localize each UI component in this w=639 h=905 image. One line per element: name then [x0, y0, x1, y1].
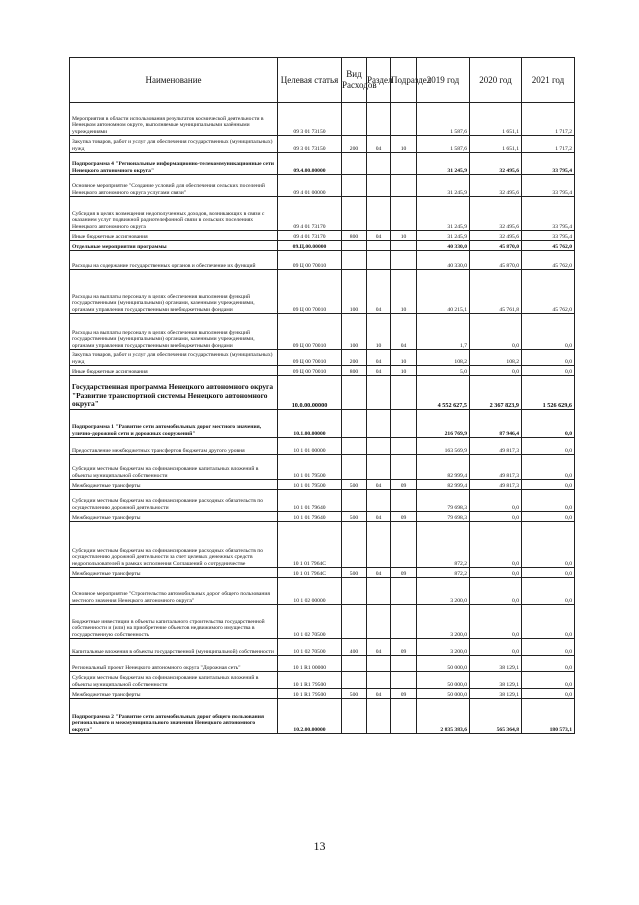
table-row: [70, 689, 575, 699]
cell-year-2019: 50 000,0: [417, 672, 470, 689]
cell-target-article: 10 1 01 00000: [278, 438, 342, 455]
table-row: [70, 512, 575, 522]
cell-year-2019: 82 999,4: [417, 480, 470, 490]
cell-expense-type: [342, 103, 367, 136]
cell-year-2019: 31 245,9: [417, 231, 470, 241]
cell-section: [367, 103, 391, 136]
cell-name: Бюджетные инвестиции в объекты капитального строительства государственной собственности и (или) на приобретение объектов недвижимого имущества в государственную собственность: [70, 605, 278, 639]
cell-year-2020: 565 364,8: [470, 699, 522, 734]
cell-target-article: 10 1 02 70500: [278, 605, 342, 639]
cell-year-2020: 0,0: [470, 605, 522, 639]
cell-expense-type: 100: [342, 270, 367, 314]
cell-target-article: 10 1 01 79500: [278, 455, 342, 480]
cell-target-article: 10 1 R1 00000: [278, 656, 342, 672]
cell-subsection: 10: [391, 350, 417, 366]
cell-subsection: 09: [391, 512, 417, 522]
cell-section: [367, 455, 391, 480]
header-year-2021: 2021 год: [522, 58, 575, 103]
header-target-article: Целевая статья: [278, 58, 342, 103]
cell-subsection: 10: [391, 136, 417, 153]
cell-expense-type: [342, 376, 367, 410]
cell-section: [367, 672, 391, 689]
cell-target-article: 10.1.00.00000: [278, 410, 342, 438]
cell-subsection: [391, 605, 417, 639]
cell-expense-type: [342, 605, 367, 639]
cell-name: Межбюджетные трансферты: [70, 568, 278, 578]
cell-expense-type: [342, 656, 367, 672]
cell-target-article: 09 Ц 00 70010: [278, 251, 342, 270]
cell-year-2020: 38 129,1: [470, 672, 522, 689]
cell-section: 04: [367, 639, 391, 656]
cell-section: 04: [367, 136, 391, 153]
cell-target-article: 09 Ц 00 70010: [278, 350, 342, 366]
cell-expense-type: 800: [342, 366, 367, 376]
table-row: [70, 639, 575, 656]
cell-name: Основное мероприятие "Создание условий для обеспечения сельских поселений Ненецкого автономного округа услугами связи": [70, 175, 278, 197]
table-row: [70, 231, 575, 241]
cell-year-2019: 50 000,0: [417, 656, 470, 672]
cell-year-2019: 31 245,9: [417, 197, 470, 231]
cell-year-2021: 0,0: [522, 350, 575, 366]
cell-year-2020: 1 651,1: [470, 103, 522, 136]
table-row: [70, 376, 575, 410]
cell-expense-type: 500: [342, 480, 367, 490]
budget-table: [69, 57, 575, 734]
header-subsection: Подраздел: [391, 58, 417, 103]
cell-target-article: 09.Ц.00.00000: [278, 241, 342, 251]
table-row: [70, 522, 575, 568]
cell-name: Межбюджетные трансферты: [70, 480, 278, 490]
cell-target-article: 10 1 R1 79500: [278, 689, 342, 699]
cell-name: Расходы на выплаты персоналу в целях обеспечения выполнения функций государственными (муниципальными) органами, казенными учреждениями, органами управления государственными внебюджетными фондами: [70, 270, 278, 314]
cell-expense-type: 200: [342, 136, 367, 153]
cell-year-2021: 0,0: [522, 639, 575, 656]
cell-year-2021: 0,0: [522, 578, 575, 605]
cell-name: Предоставление межбюджетных трансфертов бюджетам другого уровня: [70, 438, 278, 455]
cell-section: [367, 251, 391, 270]
cell-year-2019: 872,2: [417, 568, 470, 578]
cell-year-2021: 33 795,4: [522, 197, 575, 231]
cell-name: Мероприятия в области использования результатов космической деятельности в Ненецком автономном округе, выполняемые муниципальными казёнными учреждениями: [70, 103, 278, 136]
cell-year-2019: 31 245,9: [417, 175, 470, 197]
cell-target-article: 09 Ц 00 70010: [278, 314, 342, 350]
cell-expense-type: 200: [342, 350, 367, 366]
cell-year-2019: 5,0: [417, 366, 470, 376]
cell-year-2021: 45 762,0: [522, 241, 575, 251]
cell-year-2021: 0,0: [522, 490, 575, 512]
cell-section: [367, 175, 391, 197]
table-row: [70, 103, 575, 136]
cell-name: Отдельные мероприятия программы: [70, 241, 278, 251]
header-expense-type: Вид Расходов: [342, 58, 367, 103]
cell-target-article: 10 1 01 79500: [278, 480, 342, 490]
cell-name: Капитальные вложения в объекты государственной (муниципальной) собственности: [70, 639, 278, 656]
cell-expense-type: [342, 455, 367, 480]
cell-year-2021: 1 717,2: [522, 103, 575, 136]
table-row: [70, 251, 575, 270]
table-header-row: [70, 58, 575, 103]
cell-expense-type: [342, 175, 367, 197]
cell-year-2019: 40 330,0: [417, 241, 470, 251]
cell-year-2020: 0,0: [470, 568, 522, 578]
cell-target-article: 09 4 01 73170: [278, 231, 342, 241]
cell-year-2019: 79 698,3: [417, 512, 470, 522]
table-row: [70, 438, 575, 455]
cell-name: Подпрограмма 2 "Развитие сети автомобильных дорог общего пользования регионального и межмуниципального значения Ненецкого автономного округа": [70, 699, 278, 734]
table-row: [70, 578, 575, 605]
cell-section: 04: [367, 366, 391, 376]
cell-year-2020: 0,0: [470, 512, 522, 522]
cell-expense-type: [342, 251, 367, 270]
table-row: [70, 197, 575, 231]
cell-name: Субсидия в целях возмещения недополученных доходов, возникающих в связи с оказанием услуг подвижной радиотелефонной связи в сельских поселениях Ненецкого автономного округа: [70, 197, 278, 231]
cell-subsection: [391, 672, 417, 689]
table-body: [70, 103, 575, 734]
cell-year-2019: 872,2: [417, 522, 470, 568]
cell-subsection: [391, 103, 417, 136]
cell-name: Государственная программа Ненецкого автономного округа "Развитие транспортной системы Ненецкого автономного округа": [70, 376, 278, 410]
cell-year-2021: 0,0: [522, 672, 575, 689]
cell-target-article: 10 1 R1 79500: [278, 672, 342, 689]
cell-subsection: [391, 656, 417, 672]
cell-target-article: 10 1 02 70500: [278, 639, 342, 656]
cell-year-2020: 0,0: [470, 639, 522, 656]
cell-target-article: 09 4 01 00000: [278, 175, 342, 197]
cell-year-2021: 180 573,1: [522, 699, 575, 734]
cell-subsection: [391, 175, 417, 197]
cell-target-article: 09.4.00.00000: [278, 153, 342, 175]
cell-expense-type: [342, 490, 367, 512]
cell-subsection: [391, 241, 417, 251]
cell-year-2021: 1 717,2: [522, 136, 575, 153]
cell-expense-type: 500: [342, 689, 367, 699]
cell-year-2021: 45 762,0: [522, 270, 575, 314]
cell-year-2021: 0,0: [522, 522, 575, 568]
cell-name: Иные бюджетные ассигнования: [70, 231, 278, 241]
cell-name: Расходы на содержание государственных органов и обеспечение их функций: [70, 251, 278, 270]
cell-expense-type: [342, 522, 367, 568]
cell-expense-type: [342, 197, 367, 231]
header-section: Раздел: [367, 58, 391, 103]
cell-year-2020: 38 129,1: [470, 656, 522, 672]
cell-subsection: [391, 699, 417, 734]
cell-target-article: 09 Ц 00 70010: [278, 366, 342, 376]
cell-section: 04: [367, 231, 391, 241]
cell-target-article: 09 Ц 00 70010: [278, 270, 342, 314]
table-row: [70, 366, 575, 376]
cell-year-2019: 108,2: [417, 350, 470, 366]
cell-year-2020: 2 367 823,9: [470, 376, 522, 410]
cell-target-article: 10 1 01 7964С: [278, 568, 342, 578]
cell-year-2020: 32 495,6: [470, 153, 522, 175]
header-name: Наименование: [70, 58, 278, 103]
cell-year-2019: 3 200,0: [417, 578, 470, 605]
cell-expense-type: [342, 410, 367, 438]
table-row: [70, 480, 575, 490]
cell-year-2019: 3 200,0: [417, 605, 470, 639]
cell-name: Закупка товаров, работ и услуг для обеспечения государственных (муниципальных) нужд: [70, 136, 278, 153]
cell-year-2020: 45 870,0: [470, 251, 522, 270]
cell-year-2020: 0,0: [470, 314, 522, 350]
table-row: [70, 568, 575, 578]
cell-target-article: 10.2.00.00000: [278, 699, 342, 734]
cell-year-2019: 1 587,6: [417, 103, 470, 136]
page-number: 13: [313, 839, 326, 853]
cell-expense-type: [342, 578, 367, 605]
cell-expense-type: [342, 241, 367, 251]
cell-section: 04: [367, 512, 391, 522]
cell-section: [367, 605, 391, 639]
cell-year-2020: 45 761,8: [470, 270, 522, 314]
cell-target-article: 10 1 01 79640: [278, 490, 342, 512]
cell-subsection: [391, 490, 417, 512]
cell-subsection: [391, 522, 417, 568]
cell-year-2020: 108,2: [470, 350, 522, 366]
cell-year-2019: 79 698,3: [417, 490, 470, 512]
cell-section: [367, 241, 391, 251]
cell-section: [367, 410, 391, 438]
cell-year-2021: 0,0: [522, 689, 575, 699]
cell-year-2020: 0,0: [470, 366, 522, 376]
cell-section: [367, 490, 391, 512]
cell-year-2021: 33 795,4: [522, 231, 575, 241]
table-row: [70, 410, 575, 438]
cell-year-2020: 38 129,1: [470, 689, 522, 699]
cell-section: [367, 522, 391, 568]
cell-name: Подпрограмма 1 "Развитие сети автомобильных дорог местного значения, улично-дорожной сети и дорожных сооружений": [70, 410, 278, 438]
cell-subsection: 10: [391, 366, 417, 376]
cell-year-2021: 0,0: [522, 366, 575, 376]
cell-expense-type: 100: [342, 314, 367, 350]
cell-section: 04: [367, 270, 391, 314]
cell-year-2019: 163 569,9: [417, 438, 470, 455]
table-row: [70, 672, 575, 689]
cell-year-2020: 49 817,3: [470, 438, 522, 455]
cell-subsection: 09: [391, 568, 417, 578]
cell-year-2019: 1,7: [417, 314, 470, 350]
cell-year-2020: 32 495,6: [470, 231, 522, 241]
cell-subsection: 09: [391, 480, 417, 490]
table-row: [70, 656, 575, 672]
cell-section: 04: [367, 568, 391, 578]
cell-section: [367, 153, 391, 175]
cell-year-2019: 216 769,9: [417, 410, 470, 438]
cell-section: [367, 656, 391, 672]
cell-subsection: [391, 455, 417, 480]
cell-year-2019: 3 200,0: [417, 639, 470, 656]
cell-year-2021: 0,0: [522, 438, 575, 455]
cell-target-article: 09 4 01 73170: [278, 197, 342, 231]
cell-year-2021: 45 762,0: [522, 251, 575, 270]
cell-year-2020: 49 817,3: [470, 480, 522, 490]
cell-year-2020: 87 946,4: [470, 410, 522, 438]
table-row: [70, 136, 575, 153]
cell-expense-type: [342, 699, 367, 734]
table-row: [70, 175, 575, 197]
table-row: [70, 605, 575, 639]
cell-name: Основное мероприятие "Строительство автомобильных дорог общего пользования местного значения Ненецкого автономного округа": [70, 578, 278, 605]
cell-expense-type: [342, 672, 367, 689]
cell-section: 04: [367, 480, 391, 490]
cell-year-2020: 0,0: [470, 490, 522, 512]
cell-expense-type: 500: [342, 568, 367, 578]
cell-section: 04: [367, 689, 391, 699]
cell-section: 04: [367, 350, 391, 366]
cell-subsection: [391, 410, 417, 438]
cell-name: Субсидии местным бюджетам на софинансирование капитальных вложений в объекты муниципальной собственности: [70, 455, 278, 480]
cell-expense-type: 500: [342, 512, 367, 522]
cell-year-2021: 0,0: [522, 480, 575, 490]
cell-expense-type: 400: [342, 639, 367, 656]
cell-target-article: 09 3 01 73150: [278, 136, 342, 153]
cell-year-2019: 40 330,0: [417, 251, 470, 270]
cell-year-2020: 1 651,1: [470, 136, 522, 153]
table-row: [70, 350, 575, 366]
cell-year-2019: 4 552 627,5: [417, 376, 470, 410]
cell-year-2020: 32 495,6: [470, 197, 522, 231]
cell-section: [367, 699, 391, 734]
cell-year-2019: 82 999,4: [417, 455, 470, 480]
cell-year-2021: 33 795,4: [522, 153, 575, 175]
cell-name: Закупка товаров, работ и услуг для обеспечения государственных (муниципальных) нужд: [70, 350, 278, 366]
cell-name: Региональный проект Ненецкого автономного округа "Дорожная сеть": [70, 656, 278, 672]
cell-name: Субсидии местным бюджетам на софинансирование расходных обязательств по осуществлению дорожной деятельности за счет целевых денежных средств недропользователей в рамках исполнения Соглашений о сотрудничестве: [70, 522, 278, 568]
cell-year-2021: 0,0: [522, 656, 575, 672]
cell-year-2021: 0,0: [522, 605, 575, 639]
cell-year-2019: 50 000,0: [417, 689, 470, 699]
cell-year-2020: 0,0: [470, 578, 522, 605]
cell-year-2020: 45 870,0: [470, 241, 522, 251]
table-row: [70, 270, 575, 314]
table-row: [70, 241, 575, 251]
cell-year-2019: 1 587,6: [417, 136, 470, 153]
cell-subsection: [391, 197, 417, 231]
cell-section: [367, 578, 391, 605]
header-year-2019: 2019 год: [417, 58, 470, 103]
cell-subsection: [391, 153, 417, 175]
cell-year-2019: 2 835 383,6: [417, 699, 470, 734]
cell-year-2021: 0,0: [522, 410, 575, 438]
cell-year-2021: 0,0: [522, 512, 575, 522]
table-row: [70, 314, 575, 350]
cell-section: [367, 438, 391, 455]
cell-subsection: 10: [391, 270, 417, 314]
cell-subsection: [391, 578, 417, 605]
cell-target-article: 10 1 01 79640: [278, 512, 342, 522]
cell-section: 10: [367, 314, 391, 350]
cell-year-2021: 1 526 629,6: [522, 376, 575, 410]
cell-year-2021: 0,0: [522, 455, 575, 480]
cell-section: [367, 197, 391, 231]
cell-target-article: 10 1 01 7964С: [278, 522, 342, 568]
cell-target-article: 10 1 02 00000: [278, 578, 342, 605]
table-row: [70, 153, 575, 175]
table-row: [70, 699, 575, 734]
cell-subsection: [391, 376, 417, 410]
cell-name: Подпрограмма 4 "Региональные информационно-телекоммуникационные сети Ненецкого автономного округа": [70, 153, 278, 175]
table-row: [70, 455, 575, 480]
cell-year-2020: 0,0: [470, 522, 522, 568]
table-row: [70, 490, 575, 512]
cell-year-2021: 0,0: [522, 568, 575, 578]
cell-name: Межбюджетные трансферты: [70, 512, 278, 522]
cell-subsection: 09: [391, 639, 417, 656]
header-year-2020: 2020 год: [470, 58, 522, 103]
cell-target-article: 09 3 01 73150: [278, 103, 342, 136]
cell-subsection: [391, 438, 417, 455]
cell-name: Иные бюджетные ассигнования: [70, 366, 278, 376]
cell-year-2021: 33 795,4: [522, 175, 575, 197]
cell-subsection: 04: [391, 314, 417, 350]
cell-year-2020: 32 495,6: [470, 175, 522, 197]
cell-target-article: 10.0.00.00000: [278, 376, 342, 410]
cell-expense-type: 800: [342, 231, 367, 241]
cell-year-2019: 40 215,1: [417, 270, 470, 314]
cell-name: Расходы на выплаты персоналу в целях обеспечения выполнения функций государственными (муниципальными) органами, казенными учреждениями, органами управления государственными внебюджетными фондами: [70, 314, 278, 350]
cell-subsection: [391, 251, 417, 270]
cell-year-2019: 31 245,9: [417, 153, 470, 175]
cell-name: Межбюджетные трансферты: [70, 689, 278, 699]
cell-subsection: 09: [391, 689, 417, 699]
cell-expense-type: [342, 153, 367, 175]
cell-name: Субсидии местным бюджетам на софинансирование расходных обязательств по осуществлению дорожной деятельности: [70, 490, 278, 512]
cell-section: [367, 376, 391, 410]
cell-subsection: 10: [391, 231, 417, 241]
cell-year-2021: 0,0: [522, 314, 575, 350]
cell-expense-type: [342, 438, 367, 455]
cell-year-2020: 49 817,3: [470, 455, 522, 480]
cell-name: Субсидии местным бюджетам на софинансирование капитальных вложений в объекты муниципальной собственности: [70, 672, 278, 689]
